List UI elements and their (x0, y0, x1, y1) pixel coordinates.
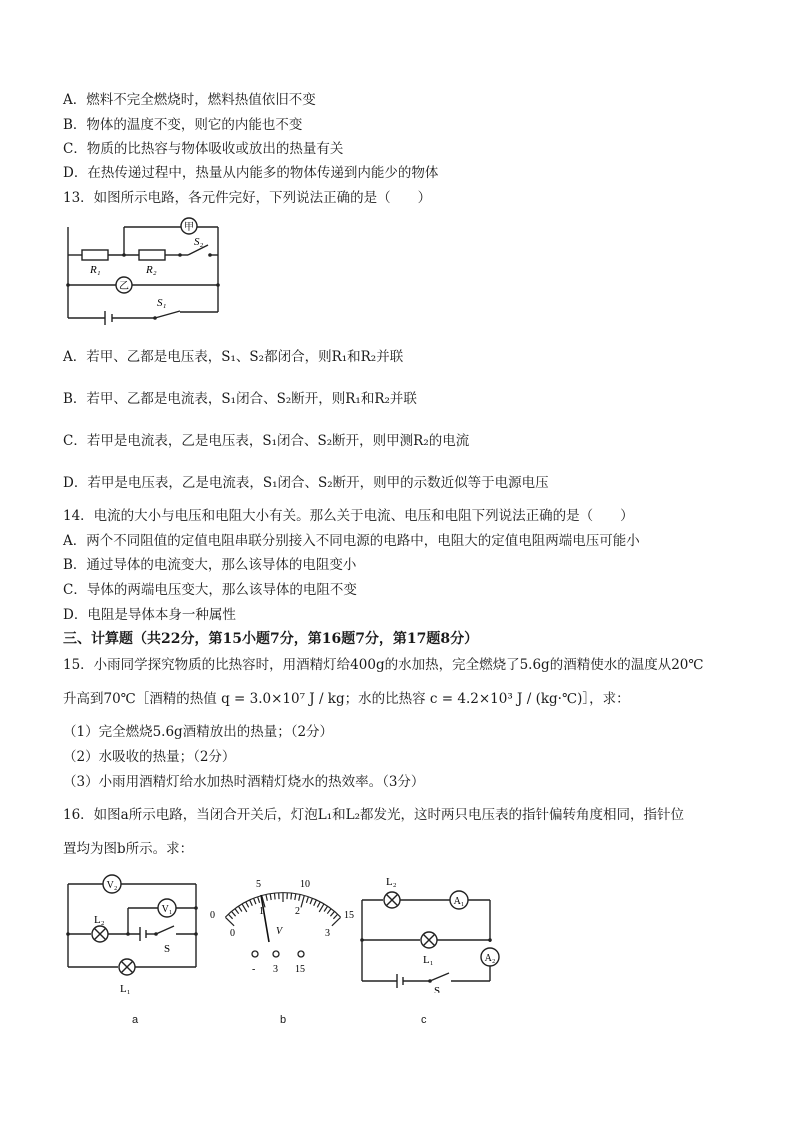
dial-pointer (261, 895, 269, 942)
q14-option-b: B．通过导体的电流变大，那么该导体的电阻变小 (63, 557, 357, 573)
q16-figure-a (60, 868, 210, 998)
q14-option-a: A．两个不同阻值的定值电阻串联分别接入不同电源的电路中，电阻大的定值电阻两端电压可能小 (63, 533, 640, 549)
fig-b-caption: b (280, 1014, 287, 1026)
meter-yi-label: 乙 (119, 281, 129, 292)
outer-tick-10: 10 (300, 879, 310, 890)
q12-option-c: C．物质的比热容与物体吸收或放出的热量有关 (63, 141, 344, 157)
l1-label-c: L₁ (423, 954, 434, 966)
l2-label-c: L₂ (386, 876, 397, 888)
q12-option-a: A．燃料不完全燃烧时，燃料热值依旧不变 (63, 92, 316, 108)
l1-label-a: L₁ (120, 983, 131, 995)
dial-tick (254, 899, 256, 905)
dial-tick (239, 907, 242, 912)
dial-tick (299, 895, 300, 901)
v2-label: V₂ (106, 880, 118, 891)
dial-tick (232, 912, 236, 917)
dial-tick (324, 907, 327, 912)
q13-option-b: B．若甲、乙都是电流表，S₁闭合、S₂断开，则R₁和R₂并联 (63, 391, 417, 407)
dial-tick (235, 909, 239, 914)
dial-tick (242, 904, 247, 912)
dial-tick (327, 909, 331, 914)
r2-label: R₂ (146, 264, 157, 276)
dial-tick (275, 894, 276, 900)
dial-tick (314, 900, 317, 906)
q15-sub-2: （2）水吸收的热量；（2分） (63, 749, 236, 765)
q12-option-b: B．物体的温度不变，则它的内能也不变 (63, 117, 303, 133)
dial-tick (332, 917, 341, 925)
dial-tick (306, 897, 308, 903)
dial-tick (301, 896, 304, 908)
dial-tick (258, 897, 260, 903)
dial-tick (319, 904, 324, 912)
q14-option-d: D．电阻是导体本身一种属性 (63, 607, 236, 623)
q13-option-c: C．若甲是电流表，乙是电压表，S₁闭合、S₂断开，则甲测R₂的电流 (63, 433, 470, 449)
inner-tick-2: 2 (295, 906, 300, 917)
fig-a-caption: a (132, 1014, 139, 1026)
section3-title: 三、计算题（共22分，第15小题7分，第16题7分，第17题8分） (63, 631, 479, 647)
q16-line1: 16．如图a所示电路，当闭合开关后，灯泡L₁和L₂都发光，这时两只电压表的指针偏转角度相同，指针位 (63, 807, 684, 823)
s-label-a: S (164, 943, 171, 955)
q16-figure-c (352, 868, 502, 993)
r1-label: R₁ (90, 264, 101, 276)
dial-tick (295, 894, 296, 900)
q13-circuit-figure (60, 212, 230, 327)
s2-label: S₂ (194, 236, 204, 248)
outer-tick-15: 15 (344, 910, 354, 921)
a2-label: A₂ (484, 953, 496, 964)
terminal-3: 3 (273, 964, 278, 975)
q14-stem: 14．电流的大小与电压和电阻大小有关。那么关于电流、电压和电阻下列说法正确的是（ ） (63, 508, 634, 524)
dial-tick (310, 899, 312, 905)
fig-c-caption: c (421, 1014, 427, 1026)
dial-tick (226, 917, 235, 925)
q15-line1: 15．小雨同学探究物质的比热容时，用酒精灯给400g的水加热，完全燃烧了5.6g的酒精使水的温度从20℃ (63, 657, 704, 673)
dial-tick (250, 900, 253, 906)
dial-tick (246, 902, 249, 907)
q13-option-d: D．若甲是电压表，乙是电流表，S₁闭合、S₂断开，则甲的示数近似等于电源电压 (63, 475, 549, 491)
dial-tick (333, 914, 337, 918)
terminal-minus: - (252, 964, 256, 975)
q16-line2: 置均为图b所示。求： (63, 841, 194, 857)
dial-tick (317, 902, 320, 907)
q12-option-d: D．在热传递过程中，热量从内能多的物体传递到内能少的物体 (63, 165, 439, 181)
v1-label: V₁ (161, 904, 173, 915)
q15-line2: 升高到70℃［酒精的热值 q = 3.0×10⁷ J / kg；水的比热容 c = 4.2×10³ J / (kg·℃)］，求： (63, 691, 630, 707)
q13-stem: 13．如图所示电路，各元件完好，下列说法正确的是（ ） (63, 190, 432, 206)
inner-tick-0: 0 (230, 928, 235, 939)
inner-tick-1: 1 (259, 906, 264, 917)
dial-unit: V (276, 926, 283, 937)
q15-sub-3: （3）小雨用酒精灯给水加热时酒精灯烧水的热效率。（3分） (63, 774, 425, 790)
s1-label: S₁ (157, 297, 167, 309)
dial-tick (330, 912, 334, 917)
inner-tick-3: 3 (325, 928, 330, 939)
q13-option-a: A．若甲、乙都是电压表，S₁、S₂都闭合，则R₁和R₂并联 (63, 349, 404, 365)
outer-tick-0: 0 (210, 910, 215, 921)
l2-label-a: L₂ (94, 914, 105, 926)
dial-tick (270, 894, 271, 900)
dial-tick (266, 895, 267, 901)
s-label-c: S (434, 985, 441, 993)
q16-figure-b (203, 870, 363, 980)
a1-label: A₁ (453, 896, 465, 907)
meter-jia-label: 甲 (184, 222, 194, 233)
dial-tick (229, 914, 233, 918)
q14-option-c: C．导体的两端电压变大，那么该导体的电阻不变 (63, 582, 357, 598)
terminal-15: 15 (295, 964, 305, 975)
outer-tick-5: 5 (256, 879, 261, 890)
dial-tick (291, 894, 292, 900)
q15-sub-1: （1）完全燃烧5.6g酒精放出的热量；（2分） (63, 724, 334, 740)
